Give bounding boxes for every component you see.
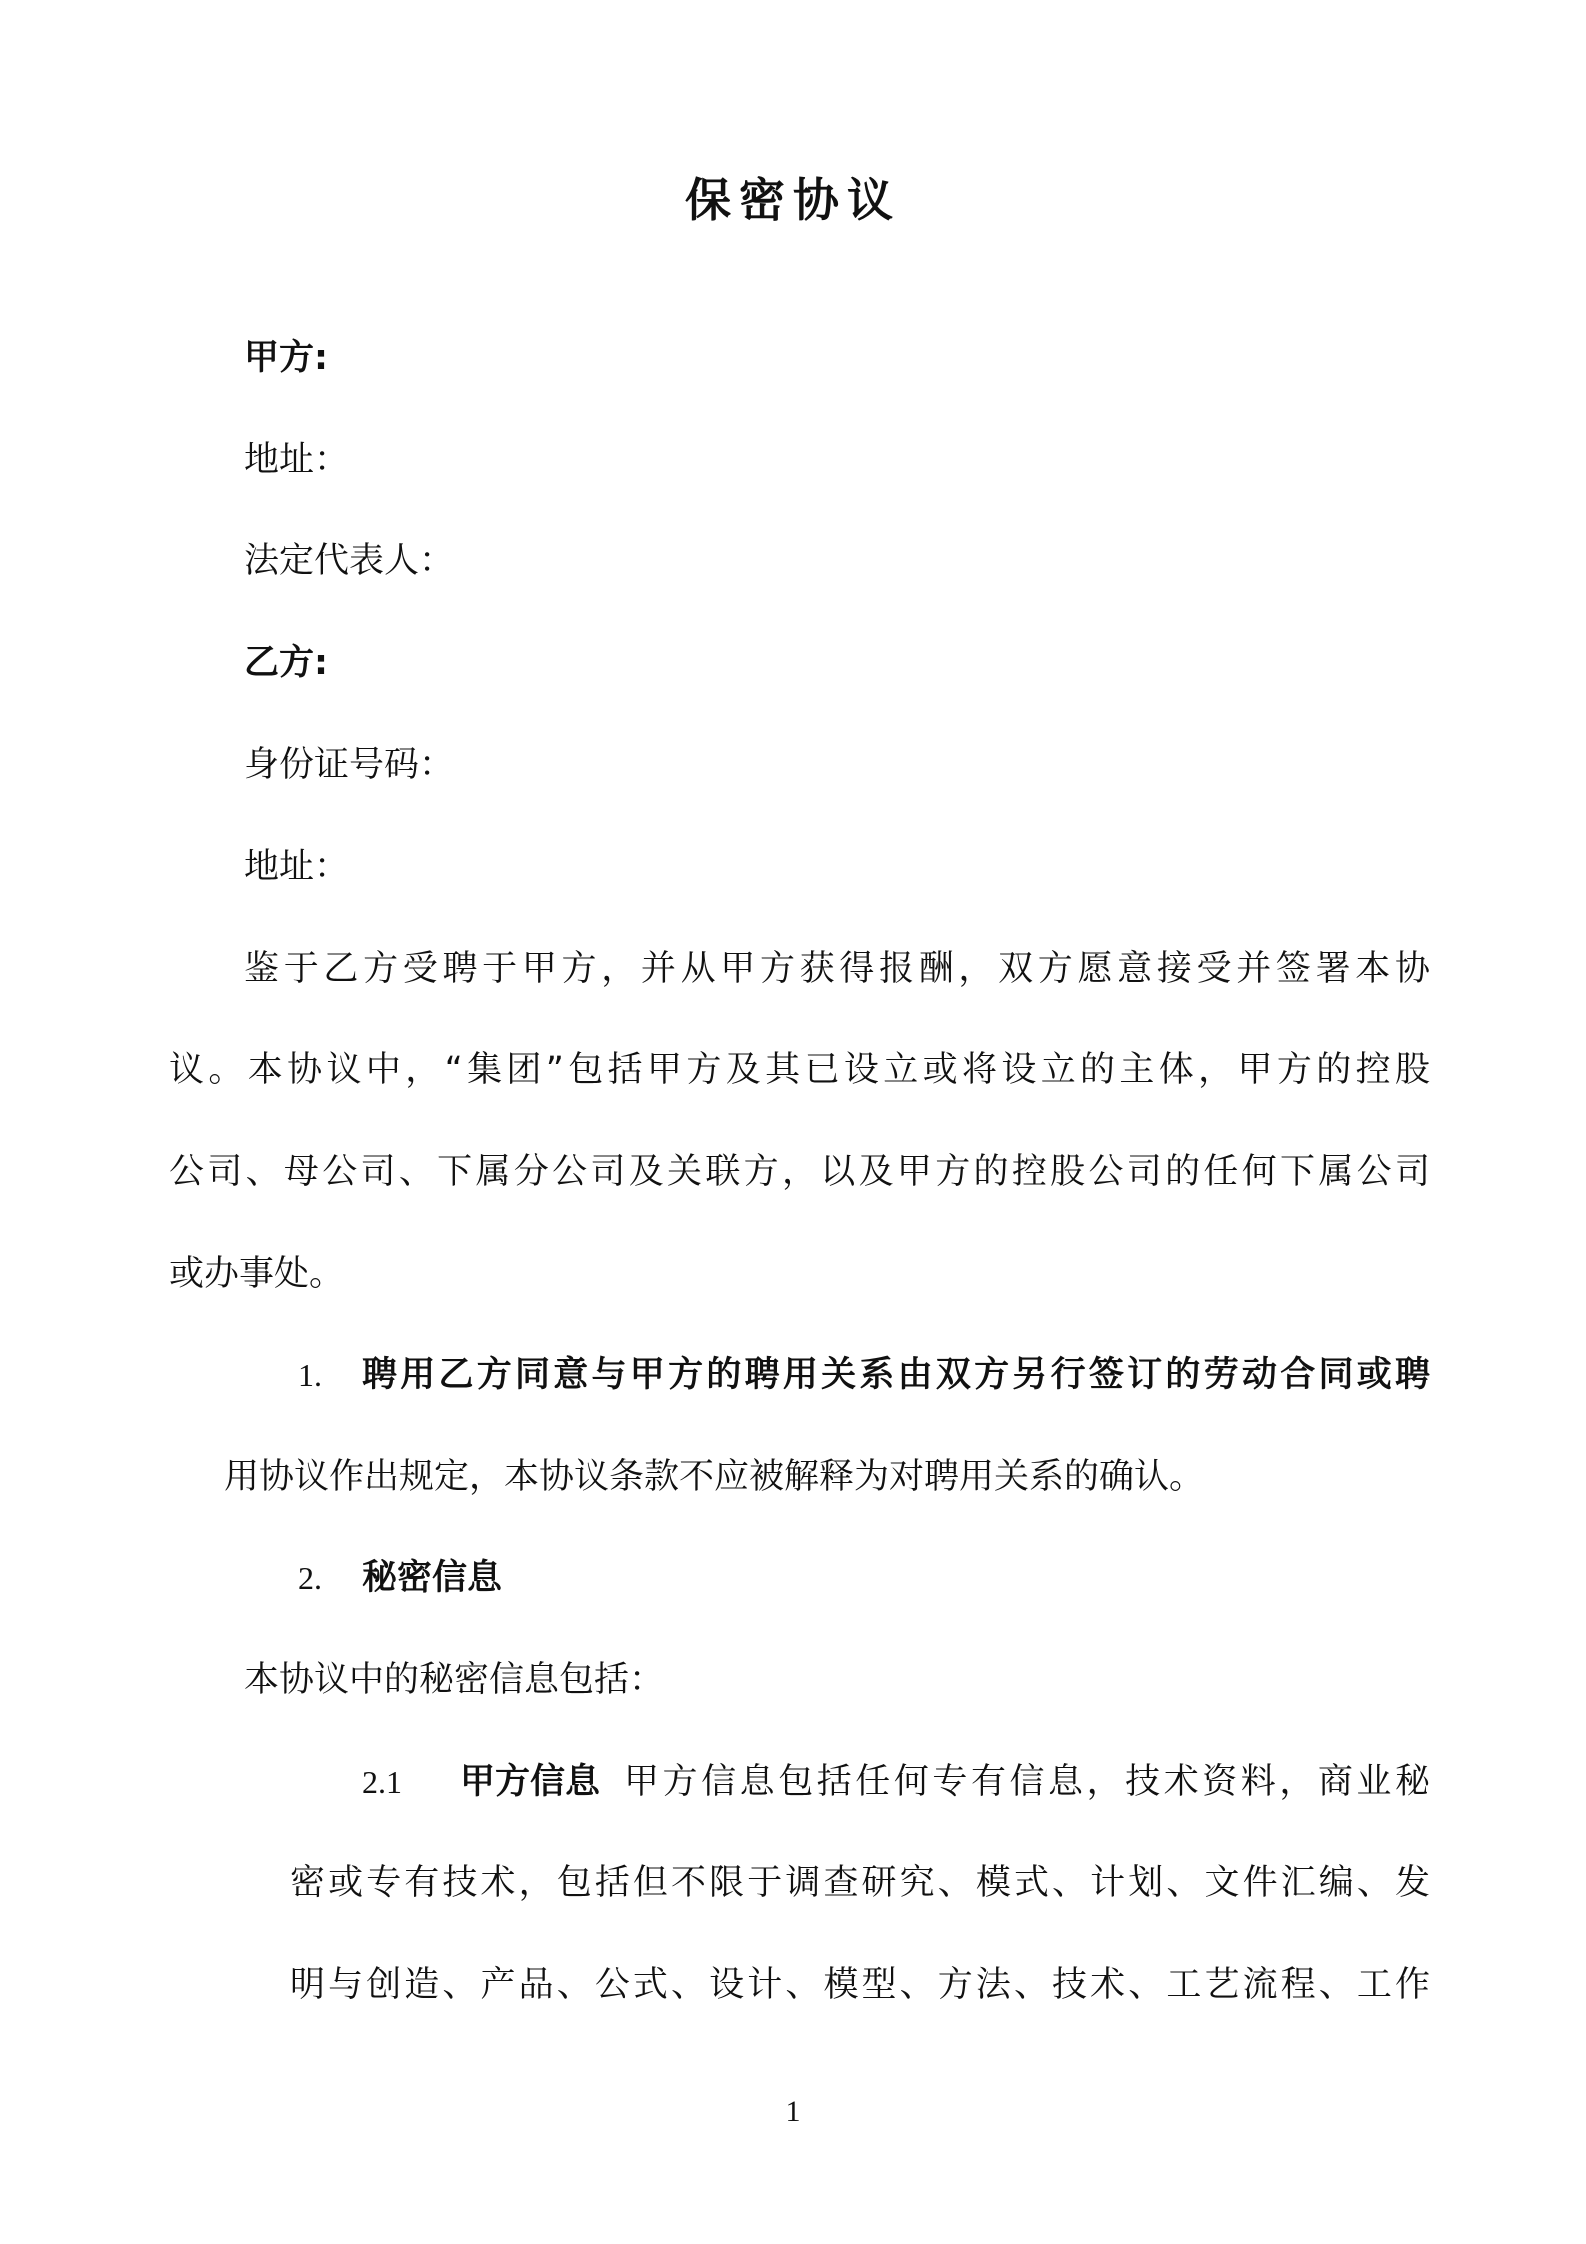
preamble-line: 鉴于乙方受聘于甲方，并从甲方获得报酬，双方愿意接受并签署本协 <box>244 949 1430 989</box>
clause-1-line: 聘用乙方同意与甲方的聘用关系由双方另行签订的劳动合同或聘 <box>362 1355 1430 1395</box>
document-title: 保密协议 <box>685 173 901 227</box>
party-b-address-label: 地址： <box>244 847 350 887</box>
clause-1-number: 1. <box>298 1357 322 1393</box>
clause-1-line: 用协议作出规定，本协议条款不应被解释为对聘用关系的确认。 <box>224 1457 1205 1497</box>
clause-2-heading: 秘密信息 <box>362 1558 503 1598</box>
id-number-label: 身份证号码： <box>244 745 455 785</box>
preamble-line: 议。本协议中，“集团”包括甲方及其已设立或将设立的主体，甲方的控股 <box>169 1050 1430 1090</box>
party-a-address-label: 地址： <box>244 440 350 480</box>
clause-2-1-line: 明与创造、产品、公式、设计、模型、方法、技术、工艺流程、工作 <box>290 1965 1430 2005</box>
party-a-label: 甲方: <box>244 338 328 378</box>
preamble-line: 公司、母公司、下属分公司及关联方，以及甲方的控股公司的任何下属公司 <box>169 1152 1430 1192</box>
clause-2-intro: 本协议中的秘密信息包括： <box>244 1660 665 1700</box>
clause-2-number: 2. <box>298 1560 322 1596</box>
party-b-label: 乙方: <box>244 643 328 683</box>
page-number: 1 <box>785 2095 801 2128</box>
clause-2-1-number: 2.1 <box>362 1764 402 1800</box>
clause-2-1-line: 密或专有技术，包括但不限于调查研究、模式、计划、文件汇编、发 <box>290 1863 1430 1903</box>
legal-representative-label: 法定代表人： <box>244 541 455 581</box>
clause-2-1-line: 甲方信息包括任何专有信息，技术资料，商业秘 <box>624 1762 1430 1802</box>
clause-2-1-heading: 甲方信息 <box>460 1762 601 1802</box>
preamble-line: 或办事处。 <box>169 1254 345 1294</box>
